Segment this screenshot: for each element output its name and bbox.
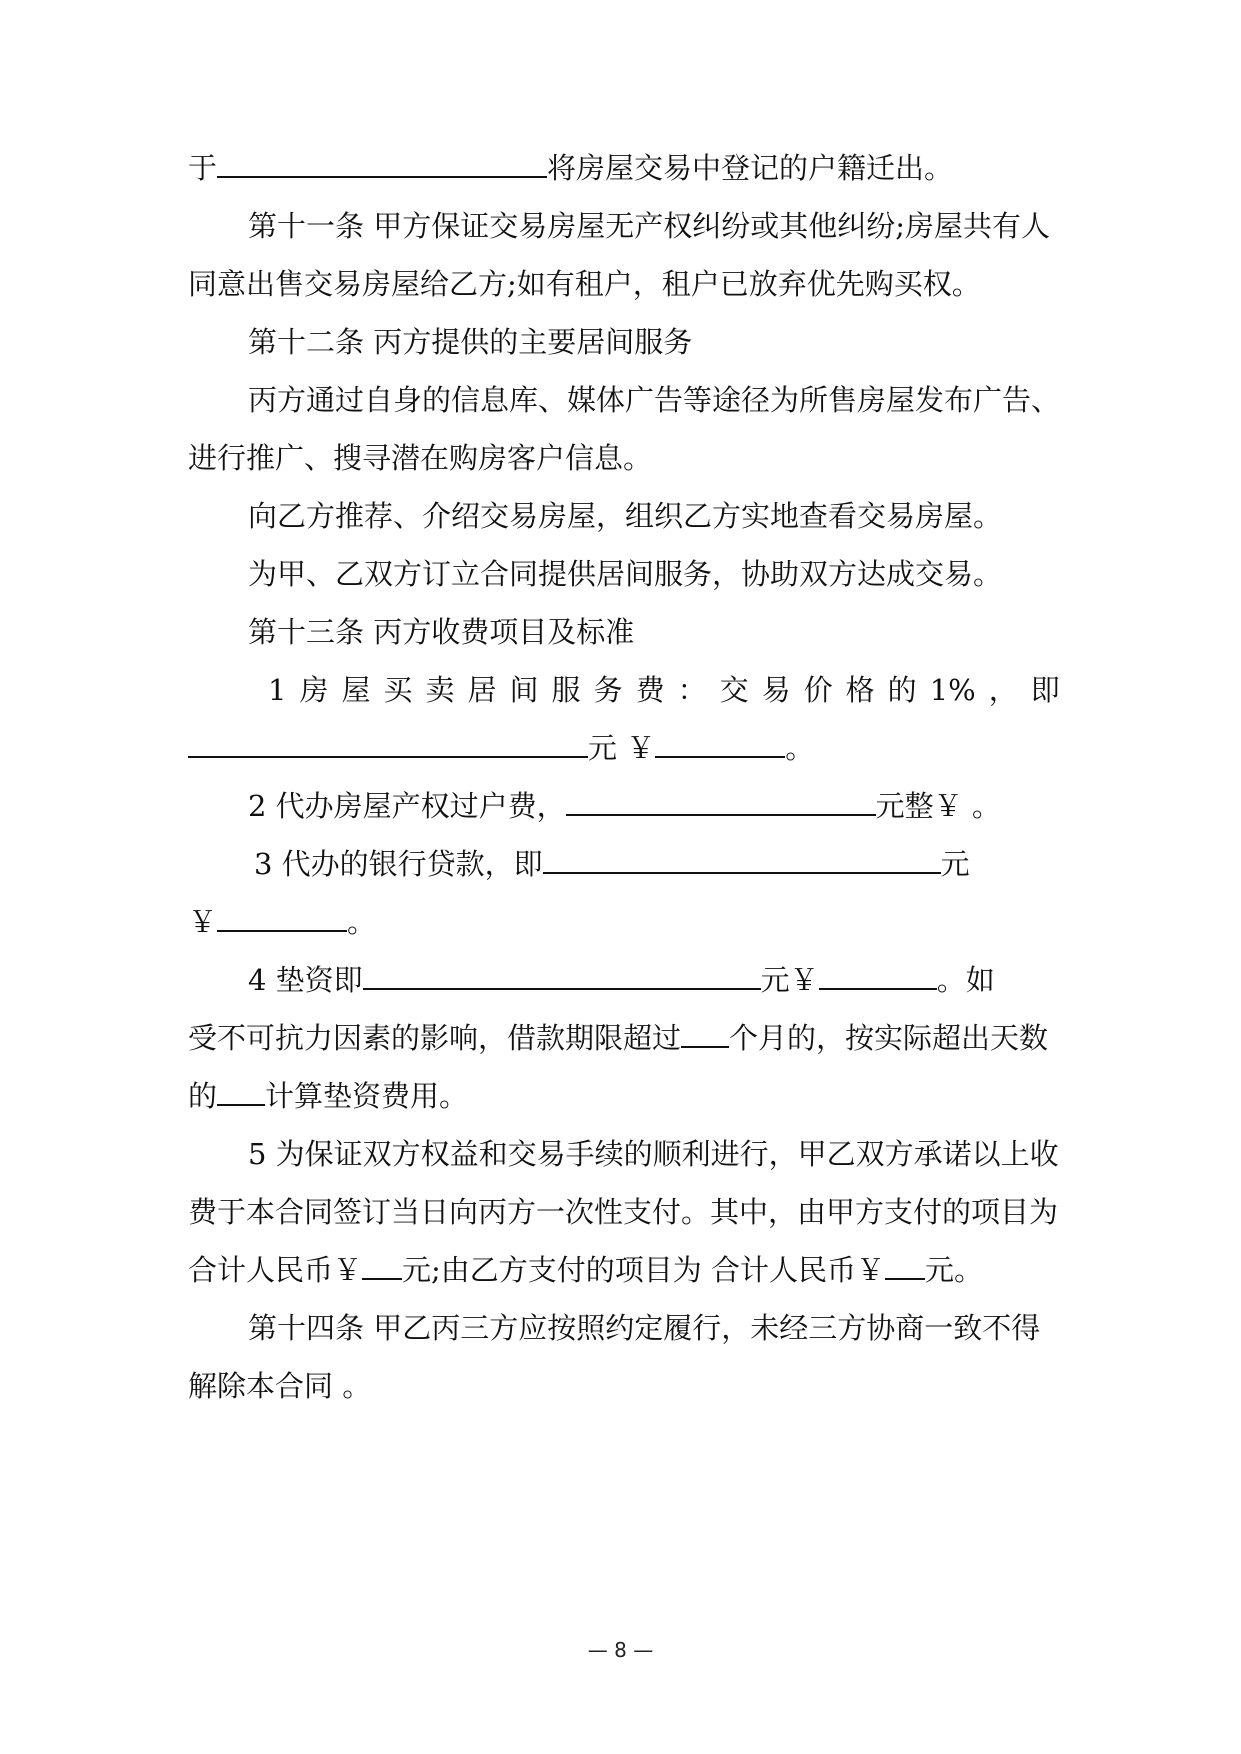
paragraph-line: [188, 1248, 1060, 1292]
spaced-char: 交: [719, 673, 749, 707]
text-segment: ￥: [188, 905, 218, 939]
fee-item-1-line: [268, 668, 1060, 712]
fee-item-4-line: [248, 958, 1060, 1002]
text-segment: 将房屋交易中登记的户籍迁出。: [547, 151, 954, 185]
spaced-char: 居: [467, 673, 497, 707]
spaced-char: 价: [803, 673, 833, 707]
spaced-char: 务: [593, 673, 623, 707]
text-segment: 计算垫资费用。: [265, 1079, 469, 1113]
page-number: — 8 —: [587, 1638, 654, 1662]
paragraph-line: 解除本合同 。: [188, 1369, 372, 1403]
spaced-char: 格: [845, 673, 875, 707]
paragraph-line: 丙方通过自身的信息库、媒体广告等途径为所售房屋发布广告、: [248, 383, 1061, 417]
text-segment: 元￥: [760, 963, 819, 997]
text-segment: 元整￥ 。: [875, 789, 1001, 823]
clause-14-line: 第十四条 甲乙丙三方应按照约定履行，未经三方协商一致不得: [248, 1311, 1041, 1345]
text-segment: 元 ￥: [588, 731, 656, 765]
text-segment: 3 代办的银行贷款，即: [254, 847, 543, 881]
text-segment: 元。: [925, 1253, 984, 1287]
text-segment: 的: [188, 1079, 218, 1113]
text-segment: 元: [940, 847, 970, 881]
paragraph-line: [188, 146, 1060, 190]
fill-in-blank: [566, 784, 876, 816]
spaced-char: 1: [268, 673, 287, 707]
spaced-char: 费: [635, 673, 665, 707]
clause-13-heading: 第十三条 丙方收费项目及标准: [248, 615, 635, 649]
spaced-char: 服: [551, 673, 581, 707]
text-segment: 。如: [936, 963, 995, 997]
spaced-char: ：: [677, 673, 707, 707]
text-segment: 4 垫资即: [248, 963, 363, 997]
fee-item-5-line: 5 为保证双方权益和交易手续的顺利进行，甲乙双方承诺以上收: [248, 1137, 1059, 1171]
paragraph-line: 为甲、乙双方订立合同提供居间服务，协助双方达成交易。: [248, 557, 1003, 591]
fee-item-1-amount-line: [188, 726, 1060, 770]
fee-item-3-line: [254, 842, 1060, 886]
text-segment: 个月的，按实际超出天数: [729, 1021, 1049, 1055]
fill-in-blank: [543, 842, 941, 874]
text-segment: 。: [347, 905, 377, 939]
paragraph-line: 向乙方推荐、介绍交易房屋，组织乙方实地查看交易房屋。: [248, 499, 1003, 533]
fill-in-blank: [681, 1016, 729, 1048]
fill-in-blank: [217, 146, 547, 178]
spaced-char: 1%: [929, 673, 976, 707]
spaced-char: 屋: [341, 673, 371, 707]
spaced-char: 卖: [425, 673, 455, 707]
paragraph-line: 进行推广、搜寻潜在购房客户信息。: [188, 441, 653, 475]
text-segment: 受不可抗力因素的影响，借款期限超过: [188, 1021, 682, 1055]
clause-11-line: 第十一条 甲方保证交易房屋无产权纠纷或其他纠纷;房屋共有人: [248, 209, 1050, 243]
fill-in-blank: [362, 1248, 402, 1280]
spaced-char: 的: [887, 673, 917, 707]
text-segment: 2 代办房屋产权过户费，: [248, 789, 566, 823]
clause-12-heading: 第十二条 丙方提供的主要居间服务: [248, 325, 693, 359]
text-segment: 。: [785, 731, 815, 765]
paragraph-line: 同意出售交易房屋给乙方;如有租户，租户已放弃优先购买权。: [188, 267, 981, 301]
text-segment: 合计人民币￥: [188, 1253, 363, 1287]
fill-in-blank: [363, 958, 761, 990]
paragraph-line: [188, 1016, 1060, 1060]
text-segment: 于: [188, 151, 218, 185]
spaced-char: 间: [509, 673, 539, 707]
spaced-char: 买: [383, 673, 413, 707]
text-segment: 元;由乙方支付的项目为 合计人民币￥: [402, 1253, 886, 1287]
spaced-char: 即: [1030, 673, 1060, 707]
fill-in-blank: [655, 726, 785, 758]
spaced-char: 易: [761, 673, 791, 707]
spaced-char: 房: [299, 673, 329, 707]
fill-in-blank: [885, 1248, 925, 1280]
paragraph-line: [188, 1074, 1060, 1118]
paragraph-line: [188, 900, 1060, 944]
fill-in-blank: [217, 1074, 265, 1106]
paragraph-line: 费于本合同签订当日向丙方一次性支付。其中，由甲方支付的项目为: [188, 1195, 1059, 1229]
fee-item-2-line: [248, 784, 1060, 828]
spaced-char: ，: [988, 673, 1018, 707]
fill-in-blank: [819, 958, 937, 990]
fill-in-blank: [217, 900, 347, 932]
fill-in-blank: [188, 726, 588, 758]
